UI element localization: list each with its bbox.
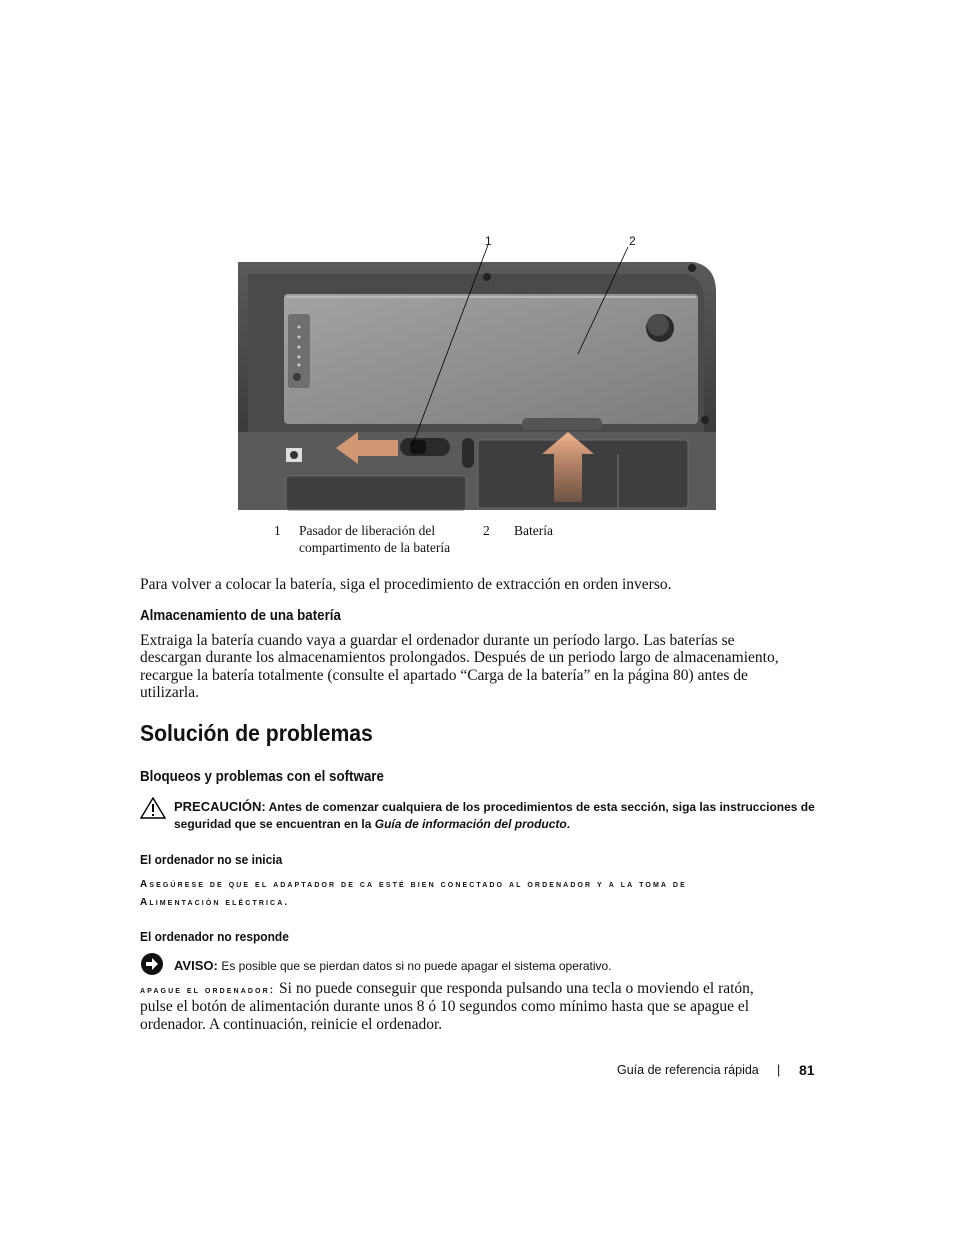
no-start-instruction-line-1: Asegúrese de que el adaptador de ca esté bien conectado al ordenador y a la toma de — [140, 879, 687, 890]
laptop-underside-illustration — [238, 232, 718, 512]
caption-1-text-line1: Pasador de liberación del — [299, 523, 436, 538]
caption-1-text-line2: compartimento de la batería — [299, 540, 451, 555]
notice-label: AVISO: — [174, 958, 218, 973]
action-line-3: ordenador. A continuación, reinicie el ordenador. — [140, 1016, 443, 1033]
caution-label: PRECAUCIÓN: — [174, 799, 266, 814]
caution-line-2: seguridad que se encuentran en la — [174, 817, 375, 831]
no-start-heading: El ordenador no se inicia — [140, 852, 283, 867]
storage-line-2: descargan durante los almacenamientos prolongados. Después de un periodo largo de almacenamiento, — [140, 649, 779, 666]
battery-figure — [238, 232, 718, 512]
notice-arrow-icon — [140, 952, 164, 976]
callout-2: 2 — [629, 234, 636, 248]
product-info-guide-title: Guía de información del producto — [374, 817, 567, 831]
storage-heading: Almacenamiento de una batería — [140, 608, 341, 624]
notice-text: Es posible que se pierdan datos si no puede apagar el sistema operativo. — [221, 959, 612, 973]
callout-1: 1 — [485, 234, 492, 248]
no-response-heading: El ordenador no responde — [140, 929, 289, 944]
storage-line-3: recargue la batería totalmente (consulte el apartado “Carga de la batería” en la página 80) antes de — [140, 667, 748, 684]
software-heading: Bloqueos y problemas con el software — [140, 769, 384, 785]
caption-1-number: 1 — [274, 523, 281, 538]
action-line-1: Si no puede conseguir que responda pulsando una tecla o moviendo el ratón, — [279, 980, 754, 997]
page-number: 81 — [799, 1062, 815, 1078]
action-line-2: pulse el botón de alimentación durante unos 8 ó 10 segundos como mínimo hasta que se apague el — [140, 998, 750, 1015]
caption-2-number: 2 — [483, 523, 490, 538]
footer-guide-title: Guía de referencia rápida — [617, 1063, 759, 1077]
caption-2-text: Batería — [514, 523, 553, 538]
page-title: Solución de problemas — [140, 720, 373, 746]
storage-line-1: Extraiga la batería cuando vaya a guardar el ordenador durante un período largo. Las baterías se — [140, 632, 735, 649]
caution-period: . — [566, 817, 571, 831]
intro-paragraph: Para volver a colocar la batería, siga el procedimiento de extracción en orden inverso. — [140, 576, 672, 593]
action-label: apague el ordenador: — [140, 985, 276, 996]
no-start-instruction-line-2: Alimentación eléctrica. — [140, 897, 290, 908]
storage-line-4: utilizarla. — [140, 684, 199, 701]
battery-shape — [284, 294, 698, 424]
footer-separator: | — [777, 1063, 781, 1077]
warning-triangle-icon — [140, 797, 166, 819]
caution-line-1: Antes de comenzar cualquiera de los procedimientos de esta sección, siga las instrucciones de — [268, 800, 815, 814]
